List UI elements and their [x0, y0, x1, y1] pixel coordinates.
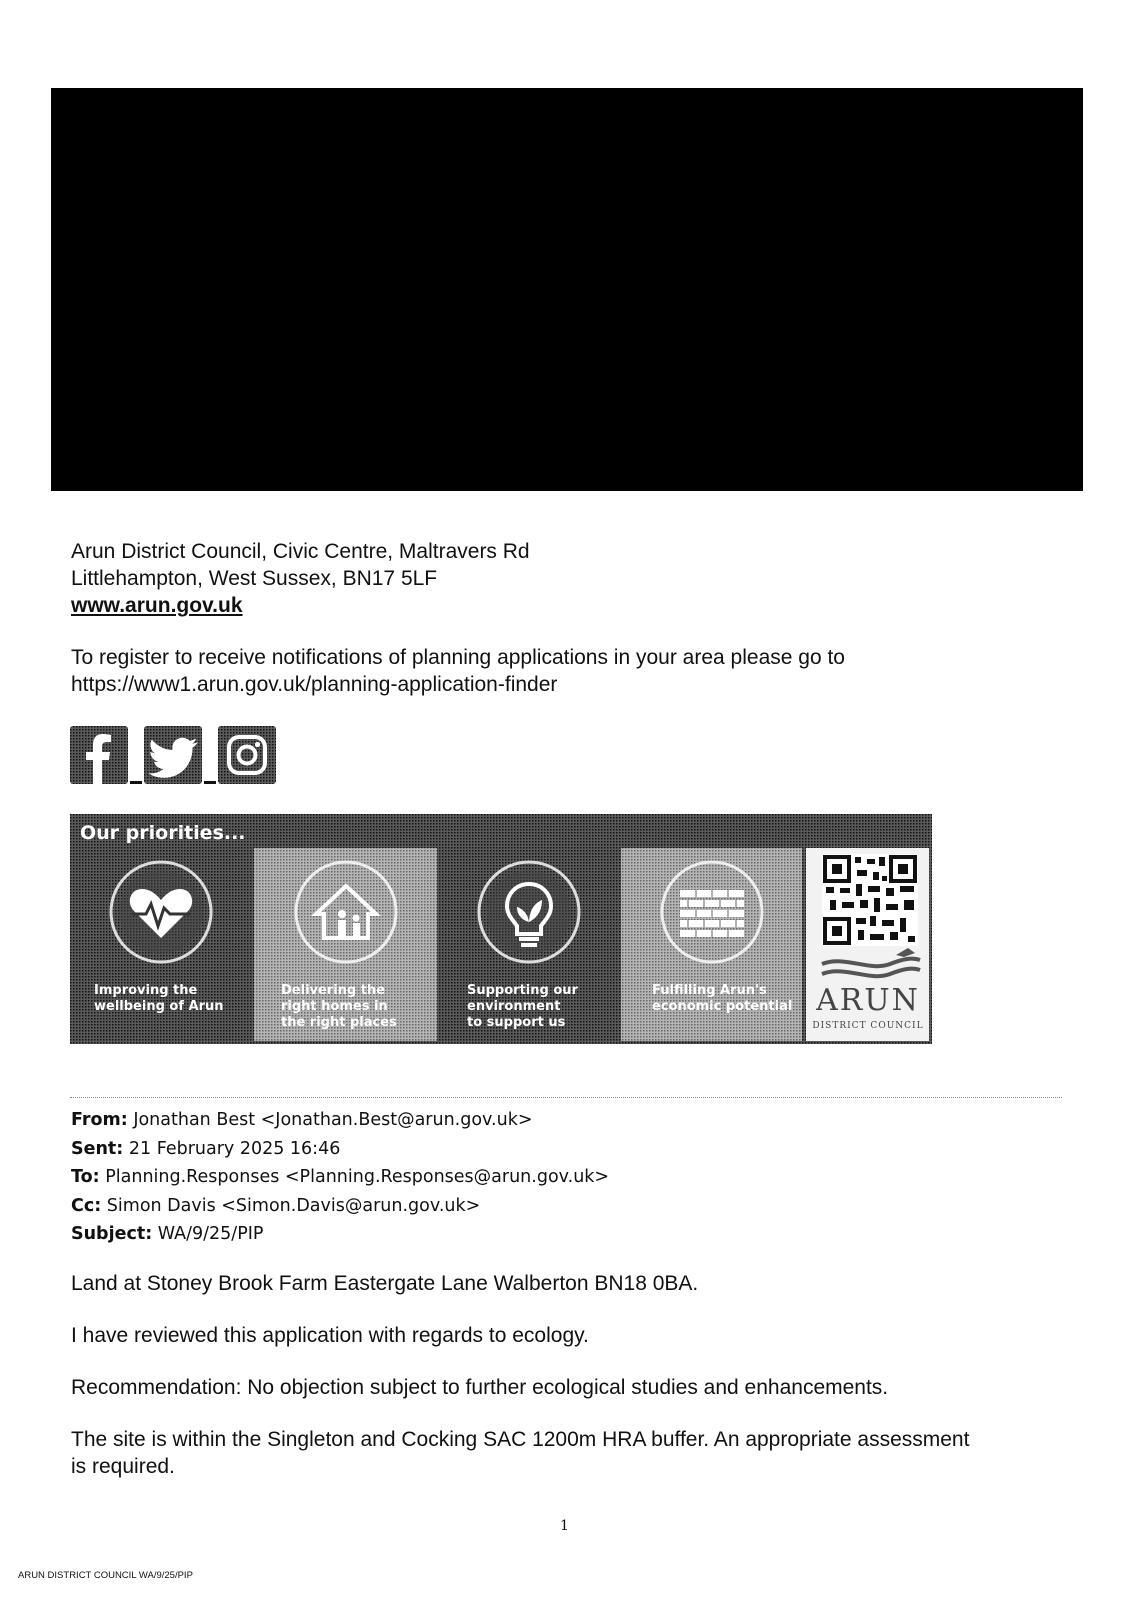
- priority-label: environment: [467, 999, 561, 1014]
- from-value: Jonathan Best <Jonathan.Best@arun.gov.uk>: [133, 1110, 533, 1130]
- page-number: 1: [560, 1518, 569, 1534]
- address-line-2: Littlehampton, West Sussex, BN17 5LF: [71, 567, 438, 590]
- website-link[interactable]: www.arun.gov.uk: [71, 594, 243, 617]
- priority-panel: [73, 848, 250, 1041]
- cc-row: [71, 1192, 609, 1221]
- council-address: [71, 538, 530, 619]
- priority-label: Delivering the: [281, 983, 386, 998]
- notice-line-1: To register to receive notifications of planning applications in your area please go to: [71, 646, 845, 669]
- priority-label: Supporting our: [467, 983, 578, 998]
- priority-panel: [441, 848, 617, 1041]
- notice-url[interactable]: https://www1.arun.gov.uk/planning-application-finder: [71, 673, 558, 696]
- recommendation-paragraph: Recommendation: No objection subject to further ecological studies and enhancements.: [71, 1376, 889, 1399]
- to-row: [71, 1163, 609, 1192]
- priority-label: to support us: [467, 1015, 566, 1030]
- priority-panel: [254, 848, 437, 1041]
- logo-wordmark: ARUN: [816, 983, 920, 1018]
- subject-row: [71, 1220, 609, 1249]
- cc-label: Cc:: [71, 1195, 102, 1216]
- from-row: [71, 1106, 609, 1135]
- hra-paragraph-line-1: The site is within the Singleton and Cocking SAC 1200m HRA buffer. An appropriate assessment: [71, 1428, 970, 1451]
- redacted-header-block: [51, 88, 1083, 491]
- hra-paragraph-line-2: is required.: [71, 1455, 175, 1478]
- subject-label: Subject:: [71, 1224, 153, 1244]
- social-links: [70, 722, 276, 784]
- document-footer: ARUN DISTRICT COUNCIL WA/9/25/PIP: [18, 1570, 193, 1581]
- cc-value: Simon Davis <Simon.Davis@arun.gov.uk>: [106, 1195, 481, 1216]
- priority-label: wellbeing of Arun: [94, 999, 224, 1014]
- priority-panel: [621, 848, 802, 1041]
- qr-code-icon[interactable]: [822, 854, 918, 946]
- social-separator: [130, 781, 142, 784]
- address-line-1: Arun District Council, Civic Centre, Maltravers Rd: [71, 540, 530, 563]
- email-header: [71, 1106, 609, 1249]
- to-label: To:: [71, 1167, 100, 1187]
- social-separator: [204, 781, 216, 784]
- twitter-icon[interactable]: [144, 726, 202, 784]
- arun-logo-panel: [806, 848, 929, 1041]
- to-value: Planning.Responses <Planning.Responses@arun.gov.uk>: [105, 1167, 610, 1187]
- priority-label: economic potential: [652, 999, 793, 1014]
- site-address-paragraph: Land at Stoney Brook Farm Eastergate Lane Walberton BN18 0BA.: [71, 1272, 699, 1295]
- priorities-heading: Our priorities...: [80, 822, 246, 844]
- sent-row: [71, 1135, 609, 1164]
- priorities-banner: [70, 814, 932, 1044]
- facebook-icon[interactable]: [70, 726, 128, 784]
- priority-label: the right places: [281, 1015, 397, 1030]
- divider: [70, 1097, 1062, 1098]
- sent-label: Sent:: [71, 1138, 124, 1159]
- logo-subtitle: DISTRICT COUNCIL: [812, 1021, 924, 1031]
- sent-value: 21 February 2025 16:46: [128, 1138, 341, 1159]
- notification-notice: [71, 644, 845, 698]
- priority-label: right homes in: [281, 999, 388, 1014]
- priority-label: Fulfilling Arun's: [652, 983, 767, 998]
- from-label: From:: [71, 1110, 128, 1130]
- review-paragraph: I have reviewed this application with regards to ecology.: [71, 1324, 589, 1347]
- subject-value: WA/9/25/PIP: [157, 1224, 264, 1244]
- priority-label: Improving the: [94, 983, 198, 998]
- instagram-icon[interactable]: [218, 726, 276, 784]
